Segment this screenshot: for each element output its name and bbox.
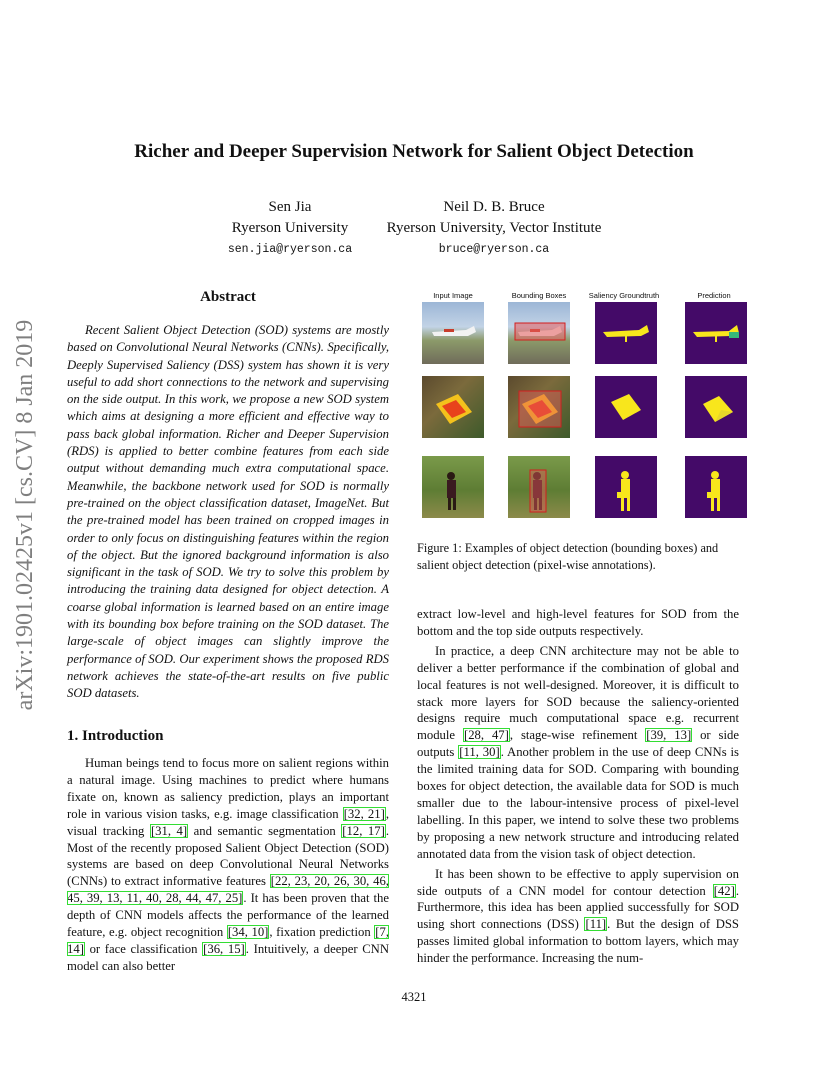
right-column-body xyxy=(417,606,739,967)
citation-link[interactable]: [12, 17] xyxy=(342,823,385,838)
fig-label-saliency-groundtruth: Saliency Groundtruth xyxy=(588,291,660,300)
citation-link[interactable]: [34, 10] xyxy=(227,925,269,940)
author-1 xyxy=(190,197,390,261)
image-airplane-bbox xyxy=(508,302,570,364)
image-person-input xyxy=(422,456,484,518)
citation-link[interactable]: [36, 15] xyxy=(203,941,245,956)
author-2-name: Neil D. B. Bruce xyxy=(443,199,545,215)
right-paragraph-1: In practice, a deep CNN architecture may not be able to deliver a better performance if the combination of global and local features is not well-designed. Moreover, it is difficult to stack more layers for SOD because the saliency-oriented designs require much computational space e.g. recurrent module [28, 47], stage-wise refinement [39, 13] or side outputs [11, 30]. Another problem in the use of deep CNNs is the limited training data for SOD. Comparing with bounding boxes for object detection, the available data for SOD is much smaller due to the labour-intensive process of pixel-level labelling. In this paper, we intend to solve these two problems by proposing a new network structure and introducing related annotated data from the vision task of object detection. xyxy=(417,643,739,861)
citation-link[interactable]: [39, 13] xyxy=(646,728,692,743)
abstract-body xyxy=(67,322,389,703)
author-1-name: Sen Jia xyxy=(268,199,312,215)
author-1-email: sen.jia@ryerson.ca xyxy=(227,243,353,256)
paper-title: Richer and Deeper Supervision Network for Salient Object Detection xyxy=(134,141,694,162)
right-paragraph-0: extract low-level and high-level features for SOD from the bottom and the top side outputs respectively. xyxy=(417,607,739,638)
arxiv-stamp: arXiv:1901.02425v1 [cs.CV] 8 Jan 2019 xyxy=(12,319,38,711)
author-2-affiliation: Ryerson University, Vector Institute xyxy=(386,220,602,236)
citation-link[interactable]: [7, 14] xyxy=(67,925,389,956)
image-person-prediction xyxy=(685,456,747,518)
figure-1 xyxy=(407,289,747,529)
citation-link[interactable]: [22, 23, 20, 26, 30, 46, 45, 39, 13, 11, 40, 28, 44, 47, 25] xyxy=(67,874,389,906)
abstract-heading: Abstract xyxy=(200,289,256,305)
image-person-bbox xyxy=(508,456,570,518)
author-1-affiliation: Ryerson University xyxy=(231,220,349,236)
citation-link[interactable]: [31, 4] xyxy=(150,823,188,838)
image-person-groundtruth xyxy=(595,456,657,518)
page-number: 4321 xyxy=(401,990,427,1004)
fig-label-prediction: Prediction xyxy=(697,291,731,300)
image-parcel-prediction xyxy=(685,376,747,438)
figure-caption: Figure 1: Examples of object detection (bounding boxes) and salient object detection (pixel-wise annotations). xyxy=(417,541,719,572)
image-parcel-input xyxy=(422,376,484,438)
image-airplane-prediction xyxy=(685,302,747,364)
image-airplane-input xyxy=(422,302,484,364)
citation-link[interactable]: [42] xyxy=(713,883,735,898)
abstract-text: Recent Salient Object Detection (SOD) systems are mostly based on Convolutional Neural Networks (CNNs). Specifically, Deeply Supervised Saliency (DSS) system has shown it is very useful to add short connections to the network and supervising on the side output. In this work, we propose a new SOD system which aims at designing a more efficient and effective way to pass back global information. Richer and Deeper Supervision (RDS) is applied to better combine features from each side output without demanding much extra computational space. Meanwhile, the backbone network used for SOD is normally pre-trained on the object classification dataset, ImageNet. But the pre-trained model has been trained on cropped images in order to only focus on distinguishing features within the region of the object. But the ignored background information is also significant in the task of SOD. We try to solve this problem by introducing the training data designed for object detection. A coarse global information is learned based on an entire image with its bounding box before training on the SOD dataset. The large-scale of object images can slightly improve the performance of SOD. Our experiment shows the proposed RDS network achieves the state-of-the-art results on five public SOD datasets. xyxy=(67,323,389,701)
fig-label-bounding-boxes: Bounding Boxes xyxy=(511,291,567,300)
citation-link[interactable]: [11, 30] xyxy=(459,745,500,760)
author-2 xyxy=(370,197,618,261)
image-parcel-bbox xyxy=(508,376,570,438)
citation-link[interactable]: [11] xyxy=(585,917,607,932)
introduction-heading: 1. Introduction xyxy=(67,728,164,744)
image-airplane-groundtruth xyxy=(595,302,657,364)
right-paragraph-2: It has been shown to be effective to apply supervision on side outputs of a CNN model for contour detection [42]. Furthermore, this idea has been applied successfully for SOD using short connections (DSS) [11]. But the design of DSS passes limited global information to bottom layers, which may hinder the performance. Increasing the num- xyxy=(417,866,739,966)
author-2-email: bruce@ryerson.ca xyxy=(438,243,550,256)
intro-paragraph-1: Human beings tend to focus more on salient regions within a natural image. Using machines to predict where humans fixate on, known as saliency prediction, plays an important role in various vision tasks, e.g. image classification [32, 21], visual tracking [31, 4] and semantic segmentation [12, 17]. Most of the recently proposed Salient Object Detection (SOD) systems are based on deep Convolutional Neural Networks (CNNs) to extract informative features [22, 23, 20, 26, 30, 46, 45, 39, 13, 11, 40, 28, 44, 47, 25]. It has been proven that the depth of CNN models affects the performance of the learned feature, e.g. object recognition [34, 10], fixation prediction [7, 14] or face classification [36, 15]. Intuitively, a deeper CNN model can also better xyxy=(67,756,389,973)
citation-link[interactable]: [32, 21] xyxy=(343,806,385,821)
introduction-body xyxy=(67,755,389,975)
image-parcel-groundtruth xyxy=(595,376,657,438)
citation-link[interactable]: [28, 47] xyxy=(463,728,509,743)
fig-label-input-image: Input Image xyxy=(433,291,473,300)
